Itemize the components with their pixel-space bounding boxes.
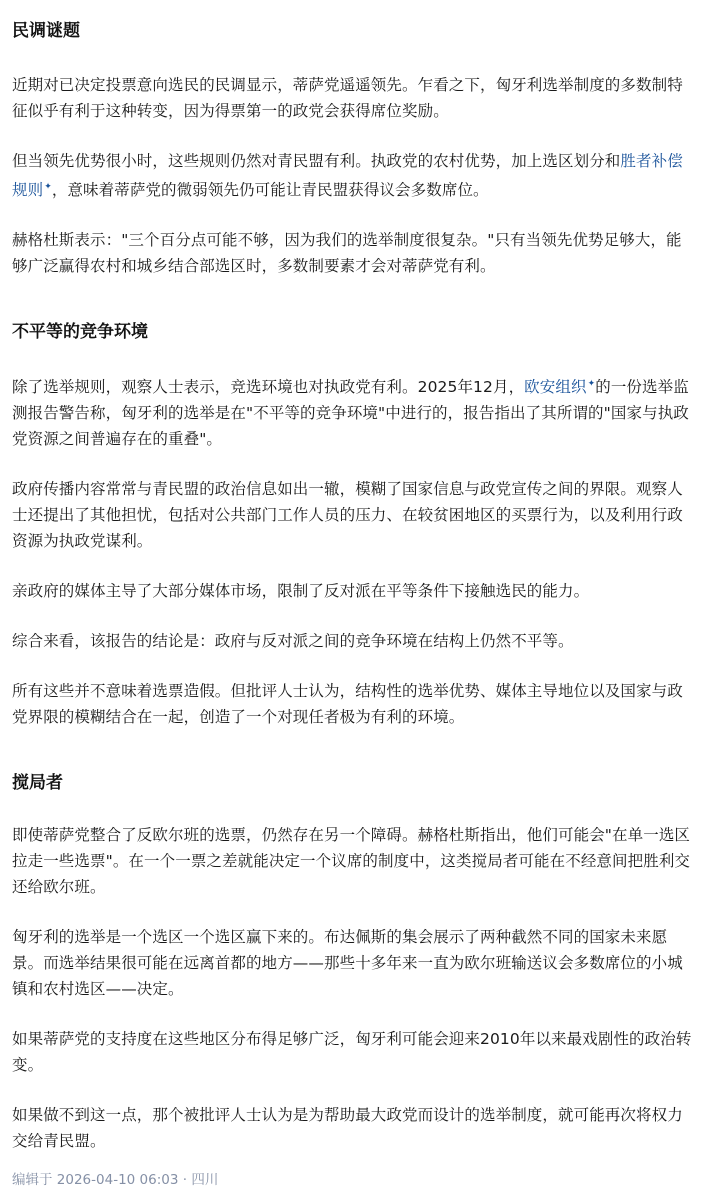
paragraph-text: 的一份选举监测报告警告称，匈牙利的选举是在"不平等的竞争环境"中进行的，报告指出了其所谓的"国家与执政党资源之间普遍存在的重叠"。 [12, 378, 689, 449]
link-osce[interactable]: 欧安组织 [524, 378, 587, 397]
paragraph [12, 148, 695, 203]
paragraph: 即使蒂萨党整合了反欧尔班的选票，仍然存在另一个障碍。赫格杜斯指出，他们可能会"在单一选区拉走一些选票"。在一个一票之差就能决定一个议席的制度中，这类搅局者可能在不经意间把胜利交还给欧尔班。 [12, 826, 691, 897]
paragraph: 近期对已决定投票意向选民的民调显示，蒂萨党遥遥领先。乍看之下，匈牙利选举制度的多数制特征似乎有利于这种转变，因为得票第一的政党会获得席位奖励。 [12, 76, 683, 120]
link-winner-compensation[interactable]: 胜者补偿规则 [12, 152, 683, 200]
paragraph: 所有这些并不意味着选票造假。但批评人士认为，结构性的选举优势、媒体主导地位以及国家与政党界限的模糊结合在一起，创造了一个对现任者极为有利的环境。 [12, 682, 683, 727]
section-heading: 搅局者 [12, 773, 63, 794]
spark-icon: ✦ [44, 182, 52, 192]
paragraph: 如果蒂萨党的支持度在这些地区分布得足够广泛，匈牙利可能会迎来2010年以来最戏剧性的政治转变。 [12, 1030, 692, 1075]
paragraph-text: 除了选举规则，观察人士表示，竞选环境也对执政党有利。2025年12月， [12, 378, 525, 397]
paragraph: 政府传播内容常常与青民盟的政治信息如出一辙，模糊了国家信息与政党宣传之间的界限。观察人士还提出了其他担忧，包括对公共部门工作人员的压力、在较贫困地区的买票行为，以及利用行政资源为执政党谋利。 [12, 480, 683, 551]
paragraph-text: 但当领先优势很小时，这些规则仍然对青民盟有利。执政党的农村优势，加上选区划分和 [12, 152, 621, 170]
paragraph: 赫格杜斯表示："三个百分点可能不够，因为我们的选举制度很复杂。"只有当领先优势足够大，能够广泛赢得农村和城乡结合部选区时，多数制要素才会对蒂萨党有利。 [12, 231, 682, 276]
spark-icon: ✦ [587, 379, 596, 390]
paragraph: 匈牙利的选举是一个选区一个选区赢下来的。布达佩斯的集会展示了两种截然不同的国家未来愿景。而选举结果很可能在远离首都的地方——那些十多年来一直为欧尔班输送议会多数席位的小城镇和农村选区——决定。 [12, 928, 683, 999]
paragraph: 综合来看，该报告的结论是：政府与反对派之间的竞争环境在结构上仍然不平等。 [12, 632, 574, 651]
paragraph-text: ，意味着蒂萨党的微弱领先仍可能让青民盟获得议会多数席位。 [51, 181, 489, 200]
paragraph: 如果做不到这一点，那个被批评人士认为是为帮助最大政党而设计的选举制度，就可能再次将权力交给青民盟。 [12, 1106, 683, 1151]
paragraph: 亲政府的媒体主导了大部分媒体市场，限制了反对派在平等条件下接触选民的能力。 [12, 582, 590, 601]
edit-timestamp: 编辑于 2026-04-10 06:03 · 四川 [12, 1172, 219, 1189]
paragraph [12, 371, 695, 452]
section-heading: 民调谜题 [12, 21, 80, 41]
section-heading: 不平等的竞争环境 [12, 322, 148, 343]
